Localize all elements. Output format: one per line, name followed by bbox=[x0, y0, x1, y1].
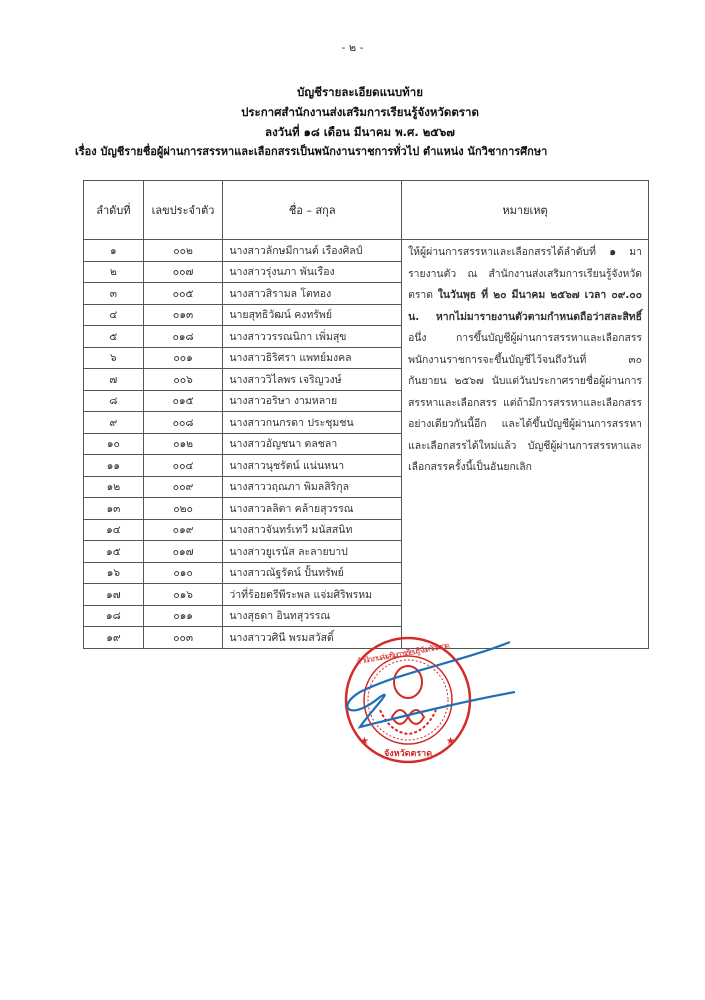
cell-order: ๔ bbox=[84, 304, 144, 326]
remark-bold-2: ในวันพุธ ที่ ๒๐ มีนาคม ๒๕๖๗ เวลา ๐๙.๐๐ น. หากไม่มารายงานตัวตามกำหนดถือว่าสละสิทธิ์ bbox=[408, 289, 642, 323]
cell-order: ๒ bbox=[84, 261, 144, 283]
cell-name: นางสาวธิริศรา แพทย์มงคล bbox=[223, 347, 402, 369]
cell-id: ๐๑๗ bbox=[143, 541, 223, 563]
cell-id: ๐๐๕ bbox=[143, 283, 223, 305]
cell-order: ๕ bbox=[84, 326, 144, 348]
cell-name: นางสาวลลิตา คล้ายสุวรรณ bbox=[223, 498, 402, 520]
cell-name: นางสาววิไลพร เจริญวงษ์ bbox=[223, 369, 402, 391]
doc-subject: เรื่อง บัญชีรายชื่อผู้ผ่านการสรรหาและเลือกสรรเป็นพนักงานราชการทั่วไป ตำแหน่ง นักวิชาการศึกษา bbox=[75, 145, 548, 158]
cell-order: ๖ bbox=[84, 347, 144, 369]
cell-name: นางสาวยูเรนัส ละลายบาป bbox=[223, 541, 402, 563]
cell-order: ๙ bbox=[84, 412, 144, 434]
cell-order: ๑๖ bbox=[84, 562, 144, 584]
cell-order: ๑๕ bbox=[84, 541, 144, 563]
cell-order: ๓ bbox=[84, 283, 144, 305]
cell-id: ๐๐๗ bbox=[143, 261, 223, 283]
remark-text-2: มารายงานตัว ณ สำนักงานส่งเสริมการเรียนรู้จังหวัดตราด bbox=[408, 246, 642, 301]
remark-bold-1: ๑ bbox=[609, 246, 616, 258]
cell-id: ๐๐๘ bbox=[143, 412, 223, 434]
cell-name: นางสาวอริษา งามหลาย bbox=[223, 390, 402, 412]
cell-order: ๑ bbox=[84, 240, 144, 262]
candidate-table bbox=[83, 180, 649, 649]
col-header-order: ลำดับที่ bbox=[84, 181, 144, 240]
table-row bbox=[84, 240, 649, 262]
page-number: - ๒ - bbox=[341, 41, 364, 54]
cell-name: นางสาวณัฐรัตน์ ปั้นทรัพย์ bbox=[223, 562, 402, 584]
cell-order: ๑๙ bbox=[84, 627, 144, 649]
cell-id: ๐๑๐ bbox=[143, 562, 223, 584]
cell-name: นางสาววศินี พรมสวัสดิ์ bbox=[223, 627, 402, 649]
cell-order: ๑๓ bbox=[84, 498, 144, 520]
cell-id: ๐๐๔ bbox=[143, 455, 223, 477]
cell-order: ๗ bbox=[84, 369, 144, 391]
cell-id: ๐๑๒ bbox=[143, 433, 223, 455]
cell-name: นางสาวอัญชนา ตลชลา bbox=[223, 433, 402, 455]
cell-name: นางสาวกนกรดา ประชุมชน bbox=[223, 412, 402, 434]
doc-date: ลงวันที่ ๑๘ เดือน มีนาคม พ.ศ. ๒๕๖๗ bbox=[265, 125, 455, 139]
cell-name: นางสาววรรณนิกา เพิ่มสุข bbox=[223, 326, 402, 348]
cell-id: ๐๑๕ bbox=[143, 390, 223, 412]
cell-name: นางสาวรุ่งนภา พันเรือง bbox=[223, 261, 402, 283]
cell-name: นางสาวนุชรัตน์ แน่นหนา bbox=[223, 455, 402, 477]
cell-name: ว่าที่ร้อยตรีพีระพล แจ่มศิริพรหม bbox=[223, 584, 402, 606]
seal-text-top: สำนักงานส่งเสริมการเรียนรู้ จังหวัดตราด bbox=[355, 640, 451, 667]
seal-text-bottom: จังหวัดตราด bbox=[384, 749, 433, 759]
cell-order: ๑๐ bbox=[84, 433, 144, 455]
seal-star-left-icon: ★ bbox=[360, 736, 369, 747]
cell-remark bbox=[402, 240, 649, 649]
cell-id: ๐๑๘ bbox=[143, 326, 223, 348]
col-header-id: เลขประจำตัว bbox=[143, 181, 223, 240]
remark-text-3: อนึ่ง การขึ้นบัญชีผู้ผ่านการสรรหาและเลือกสรรพนักงานราชการจะขึ้นบัญชีไว้จนถึงวันที่ ๓๐ กันยายน ๒๕๖๗ นับแต่วันประกาศรายชื่อผู้ผ่านการสรรหาและเลือกสรร แต่ถ้ามีการสรรหาและเลือกสรรอย่างเดียวกันนี้อีก และได้ขึ้นบัญชีผู้ผ่านการสรรหาและเลือกสรรได้ใหม่แล้ว บัญชีผู้ผ่านการสรรหาและเลือกสรรครั้งนี้เป็นอันยกเลิก bbox=[408, 332, 642, 473]
cell-id: ๐๐๓ bbox=[143, 627, 223, 649]
cell-id: ๐๐๒ bbox=[143, 240, 223, 262]
remark-text-1: ให้ผู้ผ่านการสรรหาและเลือกสรรได้ลำดับที่ bbox=[408, 246, 610, 258]
cell-id: ๐๑๙ bbox=[143, 519, 223, 541]
doc-title: บัญชีรายละเอียดแนบท้าย bbox=[297, 85, 423, 99]
cell-name: นางสาวสิรามล โตทอง bbox=[223, 283, 402, 305]
col-header-name: ชื่อ – สกุล bbox=[223, 181, 402, 240]
cell-name: นางสุธดา อินทสุวรรณ bbox=[223, 605, 402, 627]
cell-order: ๘ bbox=[84, 390, 144, 412]
cell-order: ๑๘ bbox=[84, 605, 144, 627]
seal-star-right-icon: ★ bbox=[446, 736, 455, 747]
cell-id: ๐๑๓ bbox=[143, 304, 223, 326]
cell-id: ๐๐๙ bbox=[143, 476, 223, 498]
doc-subtitle: ประกาศสำนักงานส่งเสริมการเรียนรู้จังหวัดตราด bbox=[241, 105, 479, 119]
official-seal bbox=[340, 632, 515, 772]
cell-id: ๐๒๐ bbox=[143, 498, 223, 520]
cell-name: นางสาวลักษมีกานต์ เรืองศิลป์ bbox=[223, 240, 402, 262]
table-header-row bbox=[84, 181, 649, 240]
col-header-remark: หมายเหตุ bbox=[402, 181, 649, 240]
cell-name: นางสาววฤณภา พิมลสิริกุล bbox=[223, 476, 402, 498]
cell-id: ๐๑๖ bbox=[143, 584, 223, 606]
cell-id: ๐๐๖ bbox=[143, 369, 223, 391]
cell-id: ๐๐๑ bbox=[143, 347, 223, 369]
cell-order: ๑๒ bbox=[84, 476, 144, 498]
cell-name: นายสุทธิวัฒน์ คงทรัพย์ bbox=[223, 304, 402, 326]
cell-order: ๑๔ bbox=[84, 519, 144, 541]
cell-order: ๑๑ bbox=[84, 455, 144, 477]
cell-id: ๐๑๑ bbox=[143, 605, 223, 627]
cell-name: นางสาวจันทร์เทวี มนัสสนิท bbox=[223, 519, 402, 541]
cell-order: ๑๗ bbox=[84, 584, 144, 606]
